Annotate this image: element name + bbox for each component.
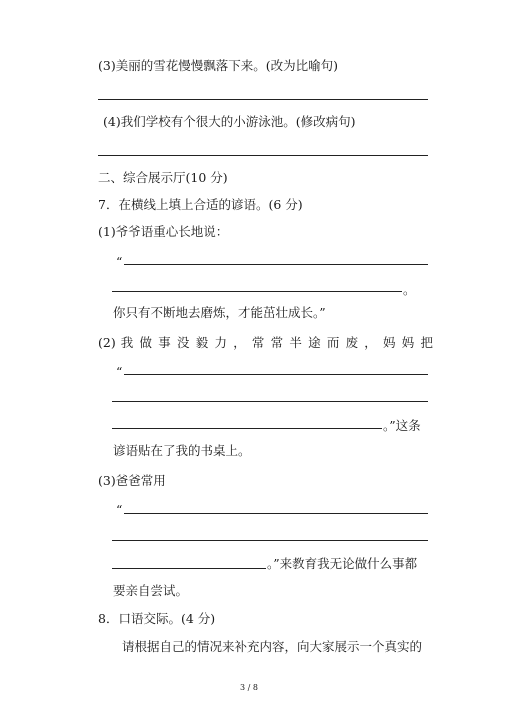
question-7-title: 7．在横线上填上合适的谚语。(6 分) [98, 197, 303, 212]
question-4-text: (4)我们学校有个很大的小游泳池。(修改病句) [103, 114, 356, 129]
answer-line [112, 568, 266, 569]
section-2-title: 二、综合展示厅(10 分) [98, 170, 228, 185]
end-mark: 。”这条 [383, 418, 421, 433]
answer-line [124, 374, 428, 375]
answer-line [112, 540, 428, 541]
answer-line [98, 155, 428, 156]
q7-part3-tail: 要亲自尝试。 [113, 583, 189, 598]
answer-line [98, 99, 428, 100]
open-quote: “ [116, 502, 123, 517]
q7-part3-intro: (3)爸爸常用 [98, 473, 166, 488]
question-3-text: (3)美丽的雪花慢慢飘落下来。(改为比喻句) [98, 58, 338, 73]
q7-part2-tail: 谚语贴在了我的书桌上。 [113, 443, 251, 458]
question-8-title: 8．口语交际。(4 分) [98, 611, 216, 626]
answer-line [124, 264, 428, 265]
end-mark: 。 [403, 282, 416, 297]
answer-line [112, 401, 428, 402]
q7-part1-tail: 你只有不断地去磨炼，才能茁壮成长。” [113, 305, 326, 320]
open-quote: “ [116, 254, 123, 269]
open-quote: “ [116, 364, 123, 379]
page-number: 3 / 8 [240, 683, 258, 692]
answer-line [124, 513, 428, 514]
q7-part1-intro: (1)爷爷语重心长地说： [98, 224, 229, 239]
end-mark: 。”来教育我无论做什么事都 [267, 556, 418, 571]
answer-line [112, 428, 382, 429]
q7-part2-intro: (2) 我 做 事 没 毅 力 ， 常 常 半 途 而 废 ， 妈 妈 把 [98, 335, 433, 350]
question-8-text: 请根据自己的情况来补充内容，向大家展示一个真实的 [122, 639, 423, 654]
answer-line [112, 291, 402, 292]
